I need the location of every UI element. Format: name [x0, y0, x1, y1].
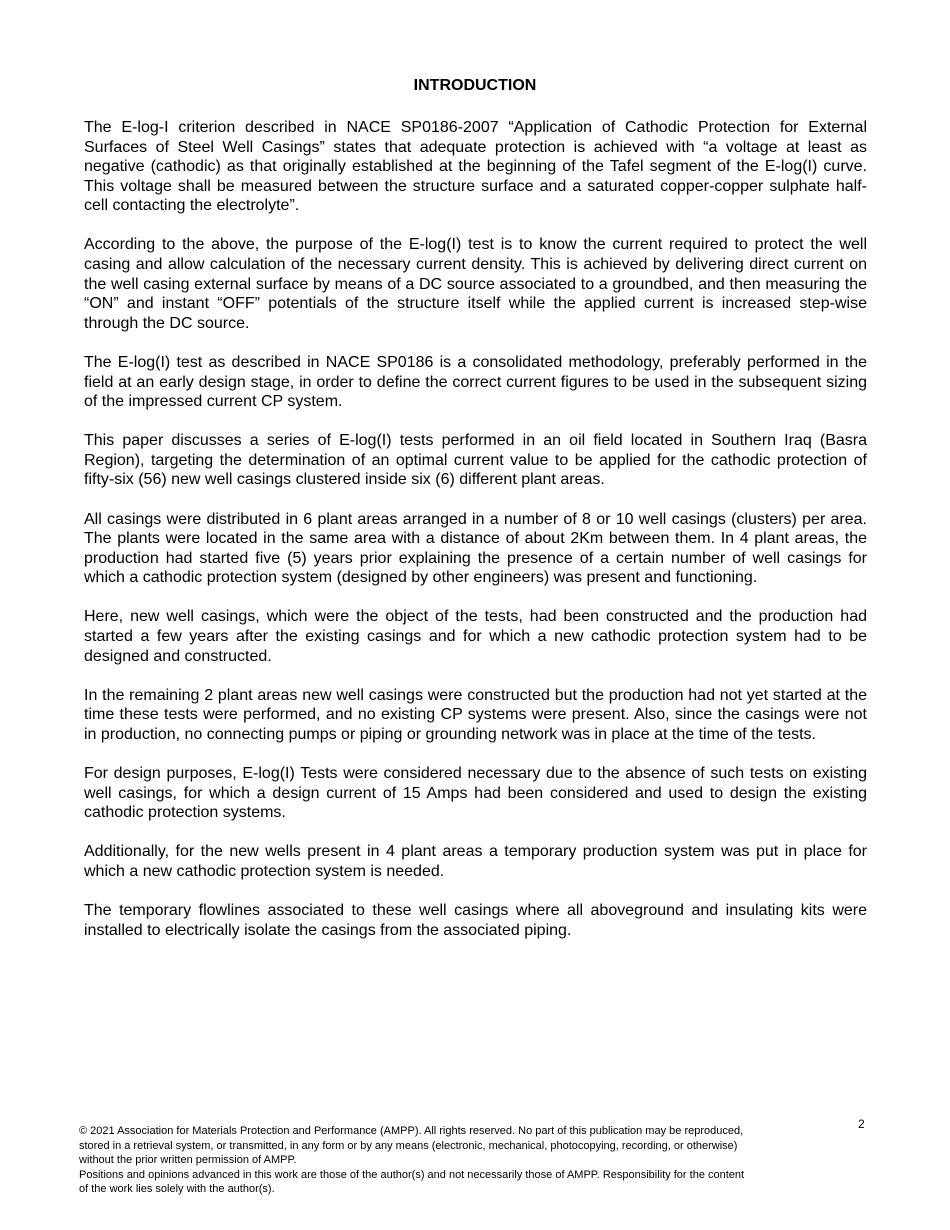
- section-heading: INTRODUCTION: [413, 77, 537, 94]
- paragraph-3: The E-log(I) test as described in NACE SP0186 is a consolidated methodology, preferably performed in the field at an early design stage, in order to define the correct current figures to be used in the subsequent sizing of the impressed current CP system.: [84, 353, 867, 411]
- paragraph-10: The temporary flowlines associated to these well casings where all aboveground and insulating kits were installed to electrically isolate the casings from the associated piping.: [84, 901, 867, 939]
- paragraph-1: The E-log-I criterion described in NACE SP0186-2007 “Application of Cathodic Protection for External Surfaces of Steel Well Casings” states that adequate protection is achieved with “a voltage at least as negative (cathodic) as that originally established at the beginning of the Tafel segment of the E-log(I) curve. This voltage shall be measured between the structure surface and a saturated copper-copper sulphate half-cell contacting the electrolyte”.: [84, 119, 867, 215]
- paragraph-7: In the remaining 2 plant areas new well casings were constructed but the production had not yet started at the time these tests were performed, and no existing CP systems were present. Also, since the casings were not in production, no connecting pumps or piping or grounding network was in place at the time of the tests.: [84, 686, 867, 743]
- body-text: [84, 118, 867, 960]
- footer-line: of the work lies solely with the author(s).: [79, 1183, 275, 1196]
- footer-line: without the prior written permission of AMPP.: [79, 1154, 297, 1167]
- footer-line: stored in a retrieval system, or transmitted, in any form or by any means (electronic, mechanical, photocopying, recording, or otherwise): [79, 1139, 738, 1152]
- footer-line: Positions and opinions advanced in this work are those of the author(s) and not necessarily those of AMPP. Responsibility for the content: [79, 1168, 745, 1181]
- paragraph-4: This paper discusses a series of E-log(I) tests performed in an oil field located in Southern Iraq (Basra Region), targeting the determination of an optimal current value to be applied for the cathodic protection of fifty-six (56) new well casings clustered inside six (6) different plant areas.: [84, 432, 867, 489]
- paragraph-8: For design purposes, E-log(I) Tests were considered necessary due to the absence of such tests on existing well casings, for which a design current of 15 Amps had been considered and used to design the existing cathodic protection systems.: [84, 764, 867, 822]
- paragraph-6: Here, new well casings, which were the object of the tests, had been constructed and the production had started a few years after the existing casings and for which a new cathodic protection system had to be designed and constructed.: [84, 608, 867, 665]
- paragraph-2: According to the above, the purpose of the E-log(I) test is to know the current required to protect the well casing and allow calculation of the necessary current density. This is achieved by delivering direct current on the well casing external surface by means of a DC source associated to a groundbed, and then measuring the “ON” and instant “OFF” potentials of the structure itself while the applied current is increased step-wise through the DC source.: [84, 236, 867, 332]
- paragraph-9: Additionally, for the new wells present in 4 plant areas a temporary production system was put in place for which a new cathodic protection system is needed.: [84, 843, 867, 880]
- copyright-footer: [79, 1124, 859, 1197]
- paragraph-5: All casings were distributed in 6 plant areas arranged in a number of 8 or 10 well casings (clusters) per area. The plants were located in the same area with a distance of about 2Km between them. In 4 plant areas, the production had started five (5) years prior explaining the presence of a certain number of well casings for which a cathodic protection system (designed by other engineers) was present and functioning.: [84, 510, 867, 587]
- footer-line: © 2021 Association for Materials Protection and Performance (AMPP). All rights reserved. No part of this publication may be reproduced,: [79, 1125, 744, 1137]
- page-number: 2: [858, 1117, 865, 1131]
